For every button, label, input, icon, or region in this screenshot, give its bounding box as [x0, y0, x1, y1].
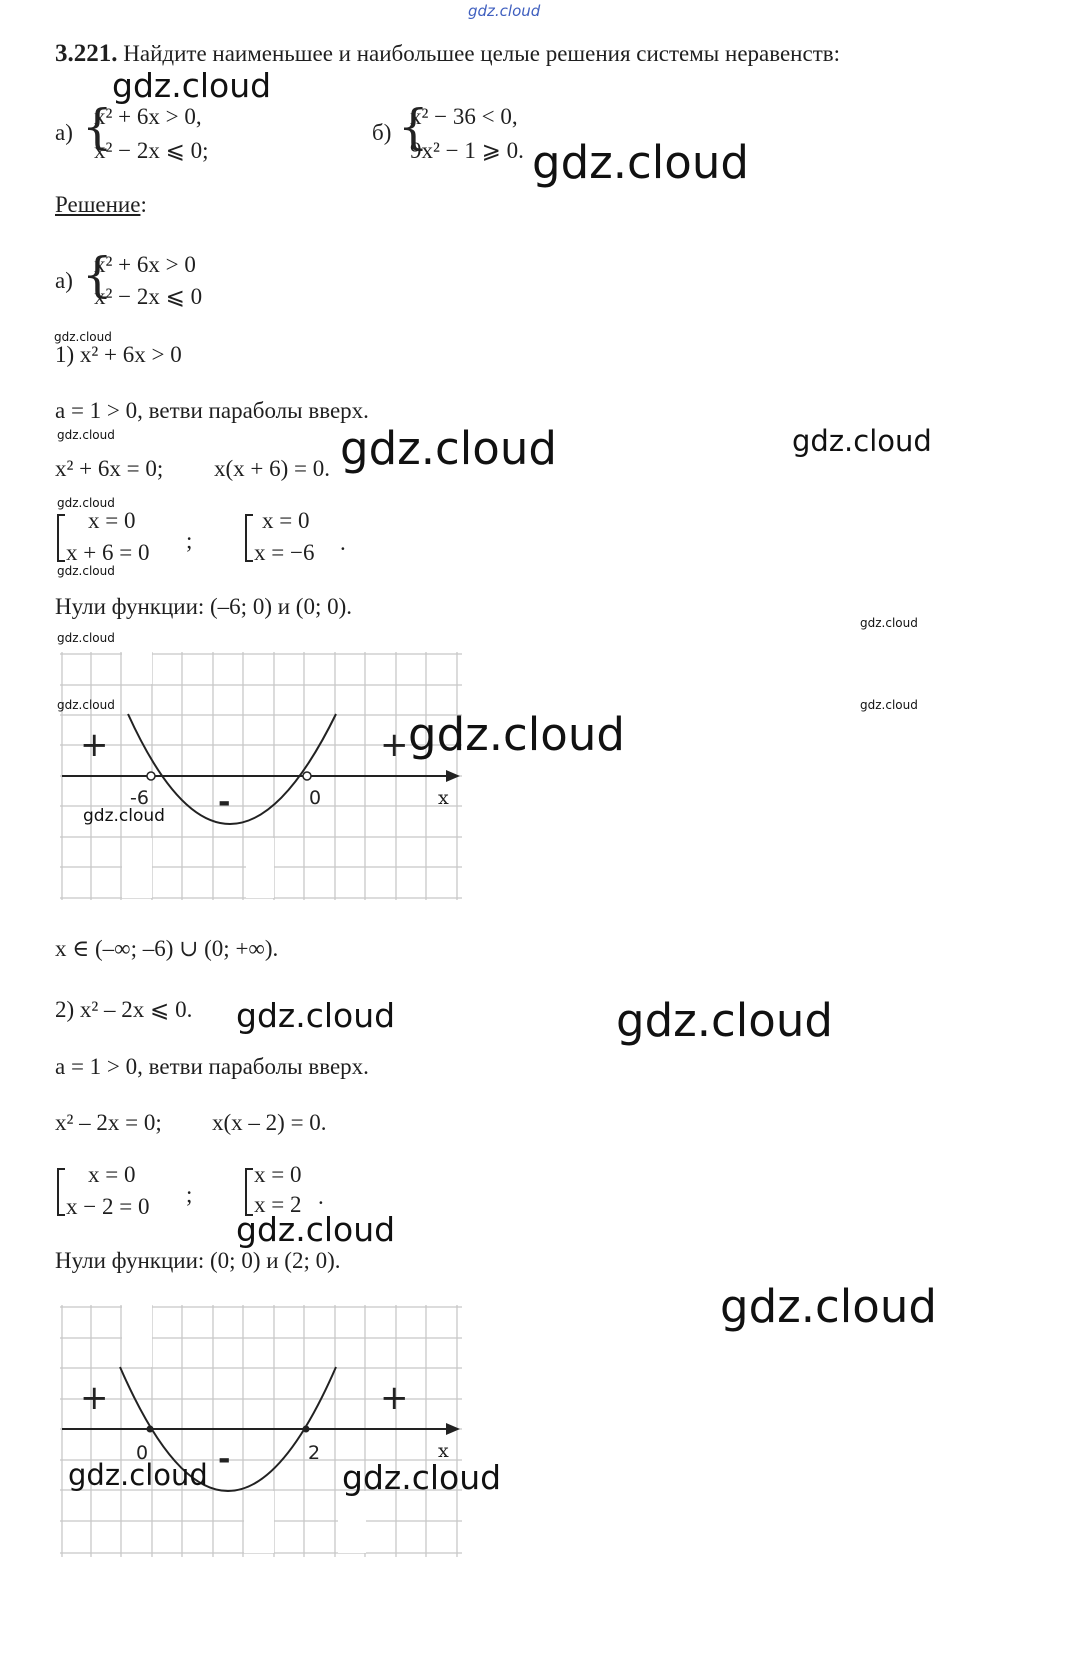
solution-system-line1: x² + 6x > 0 — [94, 252, 196, 277]
case-2-right-line2: x = 2 — [254, 1192, 302, 1217]
watermark: gdz.cloud — [720, 1280, 937, 1333]
watermark: gdz.cloud — [340, 422, 557, 475]
system-brace: { — [82, 99, 113, 155]
zeros-1: Нули функции: (–6; 0) и (0; 0). — [55, 594, 352, 619]
watermark: gdz.cloud — [57, 564, 115, 578]
coefficient-note-1: a = 1 > 0, ветви параболы вверх. — [55, 398, 369, 423]
root-label-right: 2 — [308, 1442, 321, 1464]
axis-label-x: x — [438, 1440, 449, 1462]
parabola-graph-1 — [60, 652, 462, 900]
root-point-filled — [303, 1426, 310, 1433]
equation-1b: x(x + 6) = 0. — [214, 456, 331, 481]
grid-gap — [122, 838, 152, 898]
root-label-left: -6 — [130, 787, 149, 809]
watermark: gdz.cloud — [532, 136, 749, 189]
minus-sign: - — [218, 785, 231, 820]
watermark: gdz.cloud — [342, 1458, 502, 1497]
case-2-right-line1: x = 0 — [254, 1162, 302, 1187]
watermark: gdz.cloud — [616, 994, 833, 1047]
root-point-open — [303, 772, 311, 780]
set-bracket — [245, 1168, 253, 1216]
part-a-line2: x² − 2x ⩽ 0; — [94, 138, 209, 163]
grid-gap — [122, 1305, 152, 1367]
part-a-line1: x² + 6x > 0, — [94, 104, 202, 129]
watermark: gdz.cloud — [860, 698, 918, 712]
result-1: x ∈ (–∞; –6) ∪ (0; +∞). — [55, 936, 279, 961]
part-a-label: а) — [55, 120, 73, 145]
case-2-left-line1: x = 0 — [88, 1162, 136, 1187]
set-bracket — [245, 514, 253, 562]
root-label-left: 0 — [136, 1442, 149, 1464]
problem-number: 3.221. — [55, 40, 118, 67]
solution-system-label: а) — [55, 268, 73, 293]
parabola-graph-2 — [60, 1305, 462, 1557]
axis-label-x: x — [438, 787, 449, 809]
watermark: gdz.cloud — [57, 698, 115, 712]
system-brace: { — [398, 99, 429, 155]
grid-gap — [244, 1491, 274, 1553]
step-1: 1) x² + 6x > 0 — [55, 342, 182, 367]
plus-sign-right: + — [380, 725, 409, 765]
problem-text: Найдите наименьшее и наибольшее целые решения системы неравенств: — [123, 41, 840, 66]
minus-sign: - — [218, 1442, 231, 1477]
period: . — [340, 530, 346, 555]
root-label-right: 0 — [309, 787, 322, 809]
set-bracket — [57, 1168, 65, 1216]
equation-2b: x(x – 2) = 0. — [212, 1110, 327, 1135]
case-1-right-line1: x = 0 — [262, 508, 310, 533]
equation-1a: x² + 6x = 0; — [55, 456, 164, 481]
grid-gap — [122, 652, 152, 684]
watermark: gdz.cloud — [112, 66, 272, 105]
plus-sign-right: + — [380, 1378, 409, 1418]
watermark: gdz.cloud — [57, 428, 115, 442]
part-b-line2: 9x² − 1 ⩾ 0. — [410, 138, 524, 163]
watermark: gdz.cloud — [57, 631, 115, 645]
step-2: 2) x² – 2x ⩽ 0. — [55, 997, 193, 1022]
watermark: gdz.cloud — [408, 708, 625, 761]
watermark-top: gdz.cloud — [468, 2, 541, 20]
period: . — [318, 1184, 324, 1209]
coefficient-note-2: a = 1 > 0, ветви параболы вверх. — [55, 1054, 369, 1079]
problem-statement — [55, 40, 840, 68]
watermark: gdz.cloud — [68, 1458, 208, 1492]
x-axis-arrow — [446, 770, 460, 782]
zeros-2: Нули функции: (0; 0) и (2; 0). — [55, 1248, 341, 1273]
equation-2a: x² – 2x = 0; — [55, 1110, 162, 1135]
watermark: gdz.cloud — [236, 1210, 396, 1249]
watermark: gdz.cloud — [57, 496, 115, 510]
separator: ; — [186, 528, 193, 553]
case-1-right-line2: x = −6 — [254, 540, 315, 565]
grid-gap — [338, 1491, 366, 1553]
watermark: gdz.cloud — [83, 806, 165, 826]
solution-heading: Решение: — [55, 192, 147, 217]
separator: ; — [186, 1182, 193, 1207]
case-1-left-line1: x = 0 — [88, 508, 136, 533]
system-brace: { — [82, 247, 113, 303]
watermark: gdz.cloud — [54, 330, 112, 344]
plus-sign-left: + — [80, 1378, 109, 1418]
watermark: gdz.cloud — [860, 616, 918, 630]
solution-system-line2: x² − 2x ⩽ 0 — [94, 284, 203, 309]
part-b-line1: x² − 36 < 0, — [410, 104, 518, 129]
watermark: gdz.cloud — [792, 424, 932, 458]
root-point-open — [147, 772, 155, 780]
grid-gap — [246, 838, 274, 898]
case-2-left-line2: x − 2 = 0 — [66, 1194, 150, 1219]
case-1-left-line2: x + 6 = 0 — [66, 540, 150, 565]
x-axis-arrow — [446, 1423, 460, 1435]
part-b-label: б) — [372, 120, 392, 145]
set-bracket — [57, 514, 65, 562]
root-point-filled — [147, 1426, 154, 1433]
plus-sign-left: + — [80, 725, 109, 765]
watermark: gdz.cloud — [236, 996, 396, 1035]
